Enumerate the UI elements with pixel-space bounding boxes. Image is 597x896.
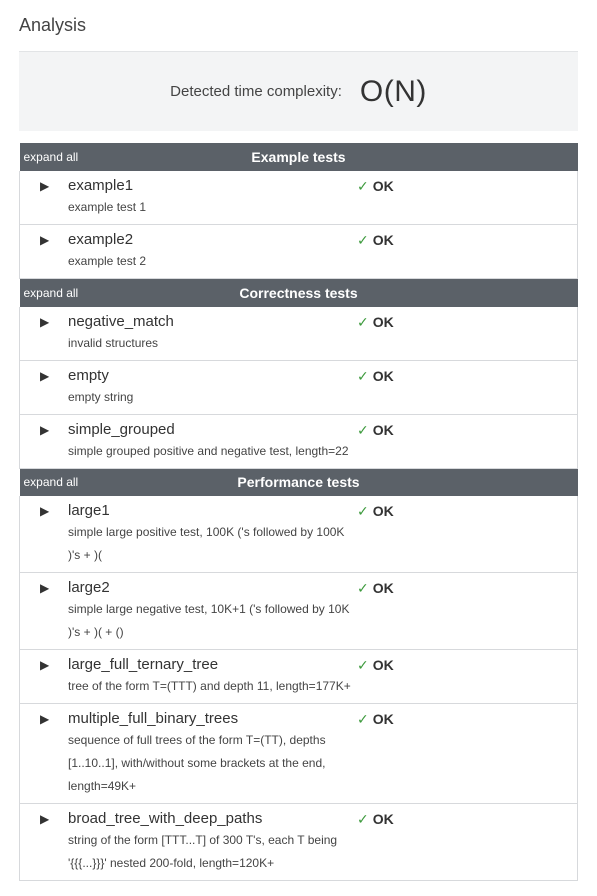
test-name: empty <box>68 366 109 384</box>
test-description: example test 1 <box>68 200 147 214</box>
complexity-label: Detected time complexity: <box>170 83 342 100</box>
check-icon: ✓ <box>357 811 369 827</box>
status-text: OK <box>372 313 394 330</box>
test-status <box>357 176 394 196</box>
test-cell <box>20 573 578 650</box>
test-name: large_full_ternary_tree <box>68 656 219 673</box>
tests-table <box>19 143 578 881</box>
test-description: string of the form [TTT...T] of 300 T's, each T being '{{{...}}}' nested 200-fold, length=120K+ <box>68 833 338 870</box>
test-description: example test 2 <box>68 254 147 268</box>
status-text: OK <box>372 178 394 194</box>
test-cell <box>20 704 578 804</box>
test-status <box>357 366 394 386</box>
test-name: large1 <box>68 502 110 519</box>
test-cell <box>20 171 578 225</box>
test-row[interactable] <box>20 360 578 414</box>
test-row[interactable] <box>20 804 578 881</box>
status-text: OK <box>372 503 394 519</box>
test-cell <box>20 360 578 414</box>
status-text: OK <box>372 657 394 673</box>
test-row[interactable] <box>20 573 578 650</box>
check-icon: ✓ <box>357 580 369 596</box>
test-row[interactable] <box>20 225 578 279</box>
test-status <box>357 230 394 250</box>
test-name: negative_match <box>68 312 174 330</box>
expand-all-link[interactable]: expand all <box>23 285 79 300</box>
test-description: sequence of full trees of the form T=(TT), depths [1..10..1], with/without some brackets at the end, length=49K+ <box>68 733 326 793</box>
test-row[interactable] <box>20 171 578 225</box>
test-description: simple large positive test, 100K ('s followed by 100K )'s + )( <box>68 525 345 562</box>
test-cell <box>20 650 578 704</box>
test-cell <box>20 496 578 573</box>
triangle-right-icon[interactable]: ▶ <box>40 314 50 329</box>
expand-all-link[interactable]: expand all <box>23 150 79 164</box>
triangle-right-icon[interactable]: ▶ <box>40 658 50 672</box>
group-header <box>20 468 578 496</box>
status-text: OK <box>372 421 394 438</box>
test-cell <box>20 307 578 361</box>
check-icon: ✓ <box>357 421 369 438</box>
group-header-cell <box>20 468 578 496</box>
group-title: Performance tests <box>237 474 360 491</box>
group-header <box>20 143 578 171</box>
status-text: OK <box>372 811 394 827</box>
test-description: invalid structures <box>68 335 159 350</box>
group-header-cell <box>20 143 578 171</box>
triangle-right-icon[interactable]: ▶ <box>40 812 50 826</box>
status-text: OK <box>372 580 394 596</box>
test-description: simple grouped positive and negative test, length=22 <box>68 443 349 458</box>
test-name: large2 <box>68 579 110 596</box>
test-row[interactable] <box>20 704 578 804</box>
group-header-cell <box>20 279 578 307</box>
expand-all-link[interactable]: expand all <box>23 475 79 490</box>
triangle-right-icon[interactable]: ▶ <box>40 581 50 595</box>
triangle-right-icon[interactable]: ▶ <box>40 712 50 726</box>
check-icon: ✓ <box>357 367 369 384</box>
test-row[interactable] <box>20 650 578 704</box>
test-status <box>357 420 394 440</box>
check-icon: ✓ <box>357 503 369 519</box>
check-icon: ✓ <box>357 313 369 330</box>
triangle-right-icon[interactable]: ▶ <box>40 233 50 247</box>
group-title: Correctness tests <box>239 284 358 301</box>
status-text: OK <box>372 367 394 384</box>
test-description: simple large negative test, 10K+1 ('s followed by 10K )'s + )( + () <box>68 602 350 639</box>
test-cell <box>20 414 578 468</box>
complexity-value: O(N) <box>359 74 427 108</box>
test-row[interactable] <box>20 496 578 573</box>
triangle-right-icon[interactable]: ▶ <box>40 179 50 193</box>
group-title: Example tests <box>251 149 346 165</box>
test-status <box>357 312 394 332</box>
group-header <box>20 279 578 307</box>
test-status <box>357 501 394 521</box>
test-status <box>357 578 394 598</box>
status-text: OK <box>372 232 394 248</box>
test-row[interactable] <box>20 414 578 468</box>
test-row[interactable] <box>20 307 578 361</box>
test-status <box>357 655 394 675</box>
check-icon: ✓ <box>357 711 369 727</box>
status-text: OK <box>372 711 394 727</box>
test-cell <box>20 804 578 881</box>
test-name: multiple_full_binary_trees <box>68 710 239 727</box>
check-icon: ✓ <box>357 232 369 248</box>
triangle-right-icon[interactable]: ▶ <box>40 504 50 518</box>
triangle-right-icon[interactable]: ▶ <box>40 368 50 383</box>
page-title: Analysis <box>19 15 87 35</box>
test-description: tree of the form T=(TTT) and depth 11, length=177K+ <box>68 679 351 693</box>
test-status <box>357 809 394 829</box>
test-description: empty string <box>68 389 134 404</box>
test-name: broad_tree_with_deep_paths <box>68 810 263 827</box>
test-name: simple_grouped <box>68 420 175 438</box>
check-icon: ✓ <box>357 178 369 194</box>
check-icon: ✓ <box>357 657 369 673</box>
triangle-right-icon[interactable]: ▶ <box>40 422 50 437</box>
complexity-summary <box>19 51 578 131</box>
test-name: example2 <box>68 231 134 248</box>
test-cell <box>20 225 578 279</box>
test-status <box>357 709 394 729</box>
test-name: example1 <box>68 177 134 194</box>
